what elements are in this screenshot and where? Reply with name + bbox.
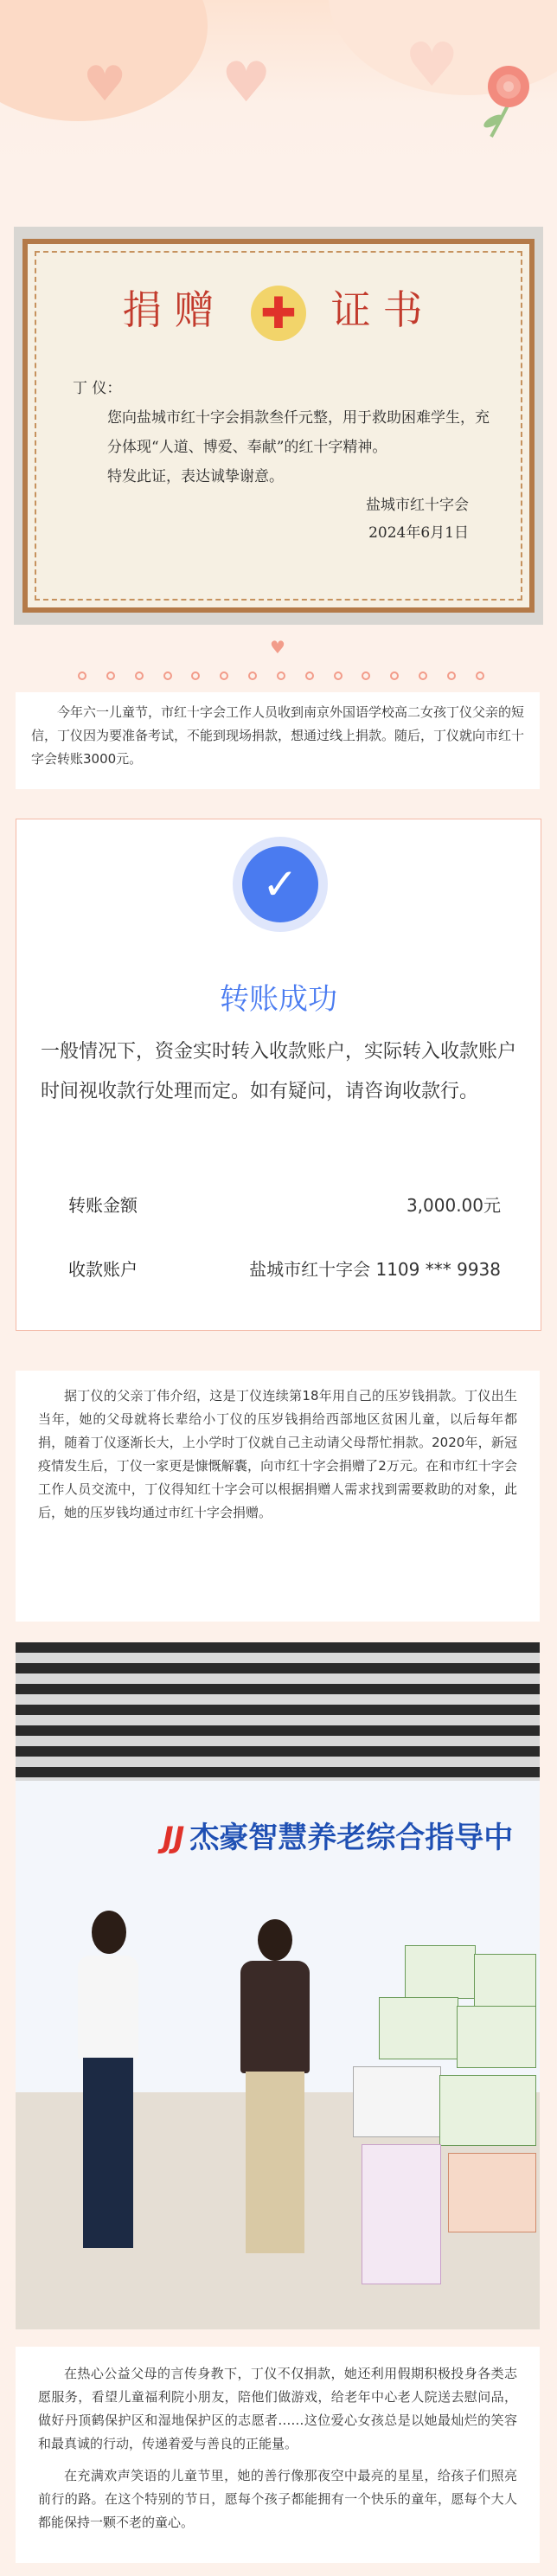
dot-icon <box>419 671 427 680</box>
transfer-description: 一般情况下，资金实时转入收款账户，实际转入收款账户时间视收款行处理而定。如有疑问，请咨询收款行。 <box>41 1041 517 1102</box>
dot-icon <box>135 671 144 680</box>
transfer-success-card <box>16 819 541 1331</box>
checkmark-icon: ✓ <box>242 846 318 922</box>
dot-icon <box>447 671 456 680</box>
transfer-account-value: 盐城市红十字会 1109 *** 9938 <box>249 1259 501 1280</box>
dot-icon <box>191 671 200 680</box>
certificate-thanks: 特发此证，表达诚挚谢意。 <box>107 468 284 485</box>
article-paragraph: 据丁仪的父亲丁伟介绍，这是丁仪连续第18年用自己的压岁钱捐款。丁仪出生当年，她的父母就将长辈给小丁仪的压岁钱捐给西部地区贫困儿童，以后每年都捐，随着丁仪逐渐长大，上小学时丁仪就自己主动请父母帮忙捐款。2020年，新冠疫情发生后，丁仪一家更是慷慨解囊，向市红十字会捐赠了2万元。在和市红十字会工作人员交流中，丁仪得知红十字会可以根据捐赠人需求找到需要救助的对象，此后，她的压岁钱均通过市红十字会捐赠。 <box>16 1371 540 1622</box>
dot-icon <box>163 671 172 680</box>
dot-divider <box>78 671 484 680</box>
dot-icon <box>390 671 399 680</box>
dot-icon <box>277 671 285 680</box>
certificate-title <box>28 279 529 341</box>
certificate-text: 您向盐城市红十字会捐款叁仟元整，用于救助困难学生，充分体现“人道、博爱、奉献”的红十字精神。 <box>107 409 490 456</box>
gift-boxes <box>353 1945 535 2291</box>
transfer-amount-value: 3,000.00元 <box>406 1195 501 1216</box>
wall-banner <box>163 1814 513 1856</box>
dot-icon <box>248 671 257 680</box>
dot-icon <box>334 671 343 680</box>
red-cross-icon: ✚ <box>251 286 306 341</box>
dot-icon <box>220 671 228 680</box>
article-paragraph: 在充满欢声笑语的儿童节里，她的善行像那夜空中最亮的星星，给孩子们照亮前行的路。在这个特别的节日，愿每个孩子都能拥有一个快乐的童年，愿每个大人都能保持一颗不老的童心。 <box>38 2468 517 2530</box>
transfer-account-label: 收款账户 <box>68 1259 138 1280</box>
heart-icon: ♥ <box>221 51 272 115</box>
person-girl <box>73 1911 142 2283</box>
dot-icon <box>362 671 370 680</box>
heart-icon: ♥ <box>83 56 127 112</box>
transfer-amount-row <box>68 1192 501 1217</box>
donation-photo <box>16 1642 540 2329</box>
dot-icon <box>476 671 484 680</box>
success-badge <box>233 837 328 932</box>
banner-text: 杰豪智慧养老综合指导中 <box>189 1821 514 1855</box>
certificate-recipient: 丁 仪： <box>73 380 122 397</box>
article-paragraph: 在热心公益父母的言传身教下，丁仪不仅捐款，她还利用假期积极投身各类志愿服务，看望儿童福利院小朋友，陪他们做游戏，给老年中心老人院送去慰问品，做好丹顶鹤保护区和湿地保护区的志愿者……这位爱心女孩总是以她最灿烂的笑容和最真诚的行动，传递着爱与善良的正能量。 <box>38 2366 517 2451</box>
certificate-title-right: 证书 <box>330 286 435 333</box>
banner-logo: JJ <box>163 1821 185 1855</box>
certificate-photo <box>14 227 543 625</box>
article-paragraph: 今年六一儿童节，市红十字会工作人员收到南京外国语学校高二女孩丁仪父亲的短信，丁仪因为要准备考试，不能到现场捐款，想通过线上捐款。随后，丁仪就向市红十字会转账3000元。 <box>16 692 540 789</box>
certificate-issuer: 盐城市红十字会 <box>366 497 469 514</box>
dot-icon <box>78 671 86 680</box>
dot-icon <box>305 671 314 680</box>
certificate-paper <box>22 239 535 613</box>
article-paragraph-group <box>16 2347 540 2563</box>
transfer-account-row <box>68 1256 501 1281</box>
person-woman <box>235 1919 313 2283</box>
certificate-date: 2024年6月1日 <box>368 524 469 542</box>
certificate-body <box>73 374 491 491</box>
flower-icon <box>474 61 543 138</box>
dot-icon <box>106 671 115 680</box>
heart-icon: ♥ <box>270 637 285 658</box>
transfer-amount-label: 转账金额 <box>68 1195 138 1216</box>
transfer-title: 转账成功 <box>220 982 337 1017</box>
certificate-signature <box>366 491 469 547</box>
ceiling <box>16 1642 540 1781</box>
header-decoration <box>0 0 557 173</box>
heart-icon: ♥ <box>405 29 459 100</box>
certificate-title-left: 捐赠 <box>122 286 227 333</box>
